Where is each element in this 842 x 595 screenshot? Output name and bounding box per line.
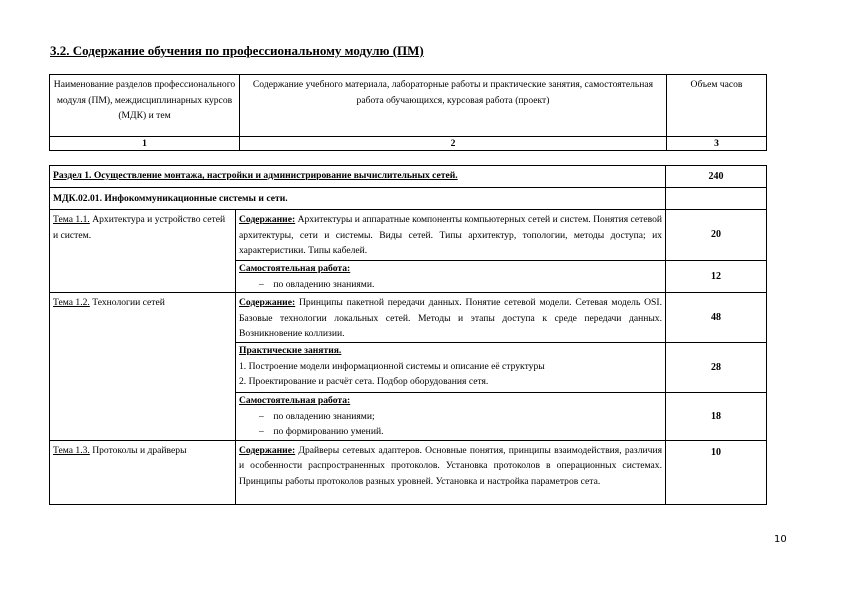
column-number-row bbox=[50, 137, 767, 151]
header-row bbox=[50, 75, 767, 137]
list-item: – по формированию умений. bbox=[259, 426, 384, 437]
topic-2-self-work: Самостоятельная работа: – по овладению знаниями; – по формированию умений. bbox=[236, 393, 666, 441]
topic-1-self-work: Самостоятельная работа: – по овладению знаниями. bbox=[236, 261, 666, 293]
header-col1: Наименование разделов профессионального модуля (ПМ), междисциплинарных курсов (МДК) и тем bbox=[50, 75, 240, 137]
topic-2-self-hours: 18 bbox=[666, 393, 767, 441]
column-number-3: 3 bbox=[667, 137, 767, 151]
topic-1-self-hours: 12 bbox=[666, 261, 767, 293]
topic-3-content: Содержание: Драйверы сетевых адаптеров. Основные понятия, принципы взаимодействия, различия и особенности распространенных протоколов. Установка протоколов в операционных системах. Принципы работы протоколов разных уровней. Установка и настройка параметров сета. bbox=[236, 440, 666, 504]
list-item: – по овладению знаниями; bbox=[259, 410, 375, 422]
section-title: Раздел 1. Осуществление монтажа, настройки и администрирование вычислительных сетей. bbox=[50, 166, 666, 188]
mdk-title: МДК.02.01. Инфокоммуникационные системы и сети. bbox=[50, 188, 666, 210]
section-hours: 240 bbox=[666, 166, 767, 188]
topic-2-practice: Практические занятия. 1. Построение модели информационной системы и описание её структуры 2. Проектирование и расчёт сета. Подбор оборудования сетя. bbox=[236, 343, 666, 393]
list-item: 1. Построение модели информационной системы и описание её структуры bbox=[239, 360, 545, 372]
header-col2: Содержание учебного материала, лабораторные работы и практические занятия, самостоятельная работа обучающихся, курсовая работа (проект) bbox=[240, 75, 667, 137]
topic-3-title: Тема 1.3. Протоколы и драйверы bbox=[50, 440, 236, 504]
column-number-2: 2 bbox=[240, 137, 667, 151]
topic-1-content-hours: 20 bbox=[666, 210, 767, 261]
topic-3-content-hours: 10 bbox=[666, 440, 767, 504]
list-item: 2. Проектирование и расчёт сета. Подбор оборудования сетя. bbox=[239, 376, 489, 387]
topic-3-content-row bbox=[50, 440, 767, 504]
list-item: – по овладению знаниями. bbox=[259, 278, 375, 290]
topic-2-title: Тема 1.2. Технологии сетей bbox=[50, 293, 236, 441]
mdk-row bbox=[50, 188, 767, 210]
topic-1-title: Тема 1.1. Архитектура и устройство сетей и систем. bbox=[50, 210, 236, 293]
topic-2-content-row bbox=[50, 293, 767, 343]
topic-2-practice-hours: 28 bbox=[666, 343, 767, 393]
column-number-1: 1 bbox=[50, 137, 240, 151]
section-row bbox=[50, 166, 767, 188]
topic-1-content-row bbox=[50, 210, 767, 261]
section-heading: 3.2. Содержание обучения по профессиональному модулю (ПМ) bbox=[50, 43, 424, 58]
topic-2-content-hours: 48 bbox=[666, 293, 767, 343]
topic-2-content: Содержание: Принципы пакетной передачи данных. Понятие сетевой модели. Сетевая модель OSI. Базовые технологии локальных сетей. Методы и этапы доступа к среде передачи данных. Возникновение коллизии. bbox=[236, 293, 666, 343]
content-table bbox=[49, 165, 767, 505]
topic-1-content: Содержание: Архитектуры и аппаратные компоненты компьютерных сетей и систем. Понятия сетевой архитектуры, сети и системы. Виды сетей. Типы архитектур, топологии, методы доступа; их характеристики. Типы кабелей. bbox=[236, 210, 666, 261]
header-col3: Объем часов bbox=[667, 75, 767, 137]
page-number: 10 bbox=[774, 534, 787, 545]
header-table bbox=[49, 74, 767, 151]
